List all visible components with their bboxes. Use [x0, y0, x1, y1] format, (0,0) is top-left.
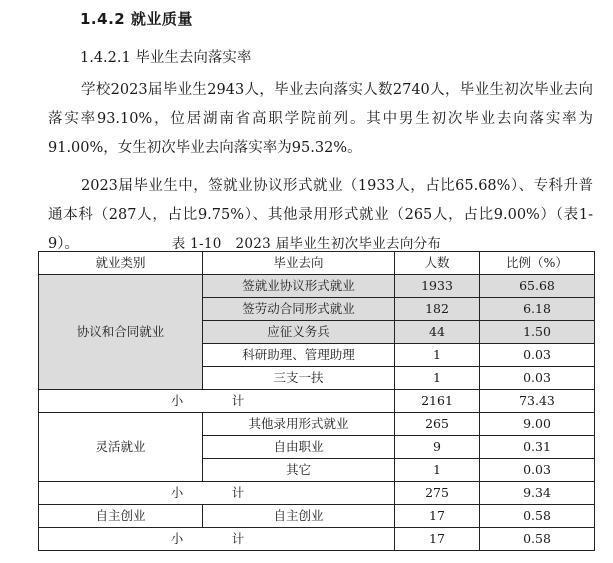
header-category: 就业类别: [39, 252, 203, 275]
subtotal-count: 2161: [395, 390, 480, 413]
ratio-cell: 65.68: [480, 275, 595, 298]
category-cell: 灵活就业: [39, 413, 203, 482]
ratio-cell: 9.00: [480, 413, 595, 436]
count-cell: 1: [395, 367, 480, 390]
count-cell: 1: [395, 344, 480, 367]
paragraph-destination-summary: 2023届毕业生中，签就业协议形式就业（1933人，占比65.68%）、专科升普通本科（287人，占比9.75%）、其他录用形式就业（265人，占比9.00%）（表1-9）。: [48, 178, 593, 252]
subtotal-row: [39, 528, 595, 551]
destination-cell: 应征义务兵: [203, 321, 395, 344]
ratio-cell: 0.03: [480, 459, 595, 482]
subtotal-ratio: 73.43: [480, 390, 595, 413]
ratio-cell: 1.50: [480, 321, 595, 344]
table-header-row: [39, 252, 595, 275]
ratio-cell: 0.03: [480, 367, 595, 390]
category-cell: 协议和合同就业: [39, 275, 203, 390]
count-cell: 1933: [395, 275, 480, 298]
table-row: [39, 505, 595, 528]
subtotal-label: 小 计: [39, 390, 395, 413]
subtotal-row: [39, 482, 595, 505]
count-cell: 182: [395, 298, 480, 321]
count-cell: 1: [395, 459, 480, 482]
count-cell: 44: [395, 321, 480, 344]
destination-cell: 三支一扶: [203, 367, 395, 390]
destination-cell: 签就业协议形式就业: [203, 275, 395, 298]
count-cell: 9: [395, 436, 480, 459]
count-cell: 17: [395, 505, 480, 528]
header-count: 人数: [395, 252, 480, 275]
ratio-cell: 0.31: [480, 436, 595, 459]
ratio-cell: 0.58: [480, 505, 595, 528]
subtotal-ratio: 9.34: [480, 482, 595, 505]
table-row: [39, 413, 595, 436]
subtotal-ratio: 0.58: [480, 528, 595, 551]
destination-cell: 其他录用形式就业: [203, 413, 395, 436]
table-caption: 表 1-10 2023 届毕业生初次毕业去向分布: [171, 236, 442, 252]
category-cell: 自主创业: [39, 505, 203, 528]
destination-cell: 科研助理、管理助理: [203, 344, 395, 367]
destination-cell: 自由职业: [203, 436, 395, 459]
subtotal-count: 275: [395, 482, 480, 505]
ratio-cell: 6.18: [480, 298, 595, 321]
destination-cell: 签劳动合同形式就业: [203, 298, 395, 321]
subtotal-label: 小 计: [39, 528, 395, 551]
subtotal-row: [39, 390, 595, 413]
subtotal-label: 小 计: [39, 482, 395, 505]
header-destination: 毕业去向: [203, 252, 395, 275]
count-cell: 265: [395, 413, 480, 436]
subtotal-count: 17: [395, 528, 480, 551]
table-row: [39, 275, 595, 298]
header-ratio: 比例（%）: [480, 252, 595, 275]
paragraph-placement-rate: 学校2023届毕业生2943人，毕业去向落实人数2740人，毕业生初次毕业去向落实率93.10%，位居湖南省高职学院前列。其中男生初次毕业去向落实率为91.00%，女生初次毕业去向落实率为95.32%。: [48, 82, 593, 156]
destination-table: [38, 251, 595, 551]
ratio-cell: 0.03: [480, 344, 595, 367]
section-heading: 1.4.2 就业质量: [80, 10, 193, 28]
destination-cell: 自主创业: [203, 505, 395, 528]
subsection-heading: 1.4.2.1 毕业生去向落实率: [80, 50, 252, 66]
destination-cell: 其它: [203, 459, 395, 482]
